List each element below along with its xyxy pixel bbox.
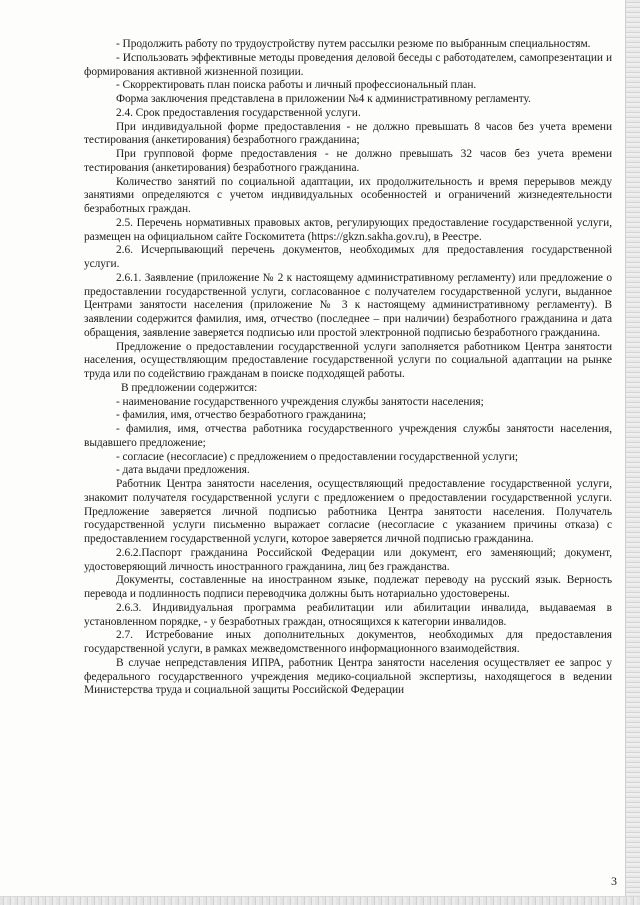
list-item: - наименование государственного учреждения службы занятости населения; — [116, 395, 484, 408]
paragraph: При индивидуальной форме предоставления - не должно превышать 8 часов без учета времени тестирования (анкетирования) безработного гражданина; — [84, 120, 612, 147]
list-item: - согласие (несогласие) с предложением о предоставлении государственной услуги; — [116, 450, 518, 463]
section-heading: 2.5. Перечень нормативных правовых актов, регулирующих предоставление государственной услуги, размещен на официальном сайте Госкомитета (https://gkzn.sakha.gov.ru), в Реестре. — [84, 216, 612, 243]
paragraph: 2.6.2.Паспорт гражданина Российской Федерации или документ, его заменяющий; документ, удостоверяющий личность иностранного гражданина, лиц без гражданства. — [84, 546, 612, 573]
paragraph: Работник Центра занятости населения, осуществляющий предоставление государственной услуги, знакомит получателя государственной услуги с предложением о предоставлении государственной услуги. Предложение заверяется личной подписью работника Центра занятости населения. Получатель государственной услуги письменно выражает согласие (несогласие с указанием причины отказа) с предоставлением государственной услуги, которое заверяется личной подписью гражданина. — [84, 478, 612, 545]
paragraph: 2.6.1. Заявление (приложение № 2 к настоящему административному регламенту) или предложение о предоставлении государственной услуги, согласованное с получателем государственной услуги, выданное Центрами занятости населения (приложение № 3 к настоящему административному регламенту). В заявлении содержится фамилия, имя, отчество (последнее – при наличии) безработного гражданина и дата обращения, заявление заверяется подписью или простой электронной подписью безработного гражданина. — [84, 271, 612, 339]
list-item: - дата выдачи предложения. — [116, 464, 250, 477]
paragraph: Документы, составленные на иностранном языке, подлежат переводу на русский язык. Верность перевода и подлинность подписи переводчика должны быть нотариально удостоверены. — [84, 574, 612, 600]
section-heading: 2.6. Исчерпывающий перечень документов, необходимых для предоставления государственной услуги. — [84, 244, 612, 270]
paragraph: - Скорректировать план поиска работы и личный профессиональный план. — [116, 79, 477, 92]
paragraph: Количество занятий по социальной адаптации, их продолжительность и время перерывов между занятиями определяются с учетом индивидуальных особенностей и ограничений жизнедеятельности безработных граждан. — [84, 175, 612, 215]
paragraph: Форма заключения представлена в приложении №4 к административному регламенту. — [116, 93, 531, 105]
scan-edge-right — [625, 0, 640, 905]
paragraph: Предложение о предоставлении государственной услуги заполняется работником Центра занятости населения, осуществляющим предоставление государственной услуги по социальной адаптации на рынке труда или по содействию гражданам в поиске подходящей работы. — [84, 340, 612, 380]
list-item: - фамилия, имя, отчество безработного гражданина; — [116, 409, 367, 422]
paragraph: При групповой форме предоставления - не должно превышать 32 часов без учета времени тестирования (анкетирования) безработного гражданина. — [84, 148, 612, 174]
paragraph: - Использовать эффективные методы проведения деловой беседы с работодателем, самопрезентации и формирования активной жизненной позиции. — [84, 51, 612, 78]
section-heading: 2.7. Истребование иных дополнительных документов, необходимых для предоставления государственной услуги, в рамках межведомственного информационного взаимодействия. — [84, 629, 612, 655]
section-heading: 2.4. Срок предоставления государственной услуги. — [116, 106, 361, 119]
page-number: 3 — [611, 874, 617, 888]
paragraph: - Продолжить работу по трудоустройству путем рассылки резюме по выбранным специальностям. — [116, 38, 591, 50]
list-intro: В предложении содержится: — [121, 381, 258, 394]
scan-edge-bottom — [0, 896, 640, 905]
list-item: - фамилия, имя, отчества работника государственного учреждения службы занятости населения, выдавшего предложение; — [84, 423, 612, 449]
paragraph: В случае непредставления ИПРА, работник Центра занятости населения осуществляет ее запрос у федерального государственного учреждения медико-социальной экспертизы, находящегося в ведении Министерства труда и социальной защиты Российской Федерации — [84, 656, 612, 697]
paragraph: 2.6.3. Индивидуальная программа реабилитации или абилитации инвалида, выдаваемая в установленном порядке, - у безработных граждан, относящихся к категории инвалидов. — [84, 601, 612, 628]
document-body — [84, 38, 612, 698]
